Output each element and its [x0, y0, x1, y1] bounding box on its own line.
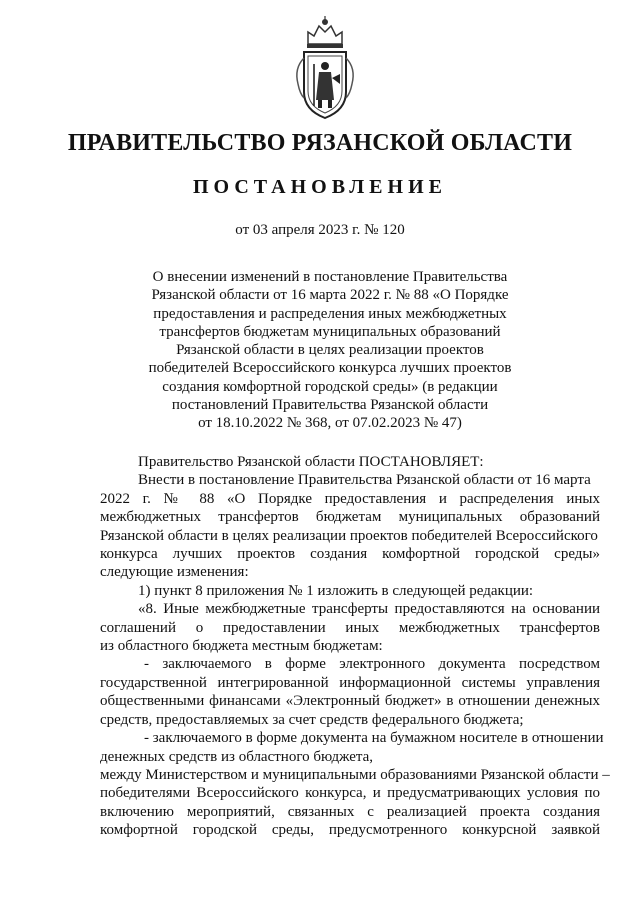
- document-type: ПОСТАНОВЛЕНИЕ: [193, 176, 447, 198]
- subject-line: постановлений Правительства Рязанской области: [171, 397, 489, 414]
- subject-line: трансфертов бюджетам муниципальных образований: [159, 323, 501, 340]
- subject-line: создания комфортной городской среды» (в редакции: [162, 378, 498, 395]
- body-line: Внести в постановление Правительства Рязанской области от 16 марта: [138, 472, 591, 489]
- document-subject: [130, 268, 530, 433]
- body-line: соглашений о предоставлении иных межбюджетных трансфертов: [100, 619, 600, 636]
- body-line: Правительство Рязанской области ПОСТАНОВЛЯЕТ:: [138, 454, 484, 470]
- subject-line: победителей Всероссийского конкурса лучших проектов: [148, 360, 512, 377]
- subject-line: предоставления и распределения иных межбюджетных: [153, 305, 507, 322]
- body-line: 1) пункт 8 приложения № 1 изложить в следующей редакции:: [138, 582, 534, 599]
- subject-line: от 18.10.2022 № 368, от 07.02.2023 № 47): [198, 415, 462, 432]
- government-title: ПРАВИТЕЛЬСТВО РЯЗАНСКОЙ ОБЛАСТИ: [67, 130, 573, 156]
- body-line: включению мероприятий, связанных с реализацией проекта создания: [100, 803, 600, 820]
- body-line: следующие изменения:: [100, 564, 249, 581]
- body-line: государственной интегрированной информационной системы управления: [100, 674, 600, 691]
- body-line: общественными финансами «Электронный бюджет» в отношении денежных: [100, 693, 600, 710]
- body-line: между Министерством и муниципальными образованиями Рязанской области –: [100, 766, 610, 783]
- body-line: победителями Всероссийского конкурса, и предусматривающих условия по: [100, 785, 600, 802]
- body-line: средств, предоставляемых за счет средств федерального бюджета;: [100, 711, 524, 728]
- subject-line: О внесении изменений в постановление Правительства: [152, 269, 508, 285]
- body-line: Рязанской области в целях реализации проектов победителей Всероссийского: [100, 527, 598, 544]
- body-line: конкурса лучших проектов создания комфортной городской среды»: [100, 546, 600, 563]
- body-line: комфортной городской среды, предусмотренного конкурсной заявкой: [100, 822, 600, 839]
- subject-line: Рязанской области от 16 марта 2022 г. № 88 «О Порядке: [151, 287, 509, 304]
- body-line: денежных средств из областного бюджета,: [100, 748, 374, 765]
- body-line: - заключаемого в форме документа на бумажном носителе в отношении: [144, 730, 604, 747]
- body-line: - заключаемого в форме электронного документа посредством: [144, 656, 600, 673]
- body-line: из областного бюджета местным бюджетам:: [100, 638, 383, 655]
- subject-line: Рязанской области в целях реализации проектов: [176, 342, 484, 359]
- body-line: 2022 г. № 88 «О Порядке предоставления и распределения иных: [100, 490, 600, 507]
- body-line: «8. Иные межбюджетные трансферты предоставляются на основании: [138, 601, 600, 618]
- document-body: [100, 453, 610, 840]
- ryazan-coat-of-arms-icon: [290, 14, 360, 122]
- body-line: межбюджетных трансфертов бюджетам муниципальных образований: [100, 509, 600, 526]
- document-date-number: от 03 апреля 2023 г. № 120: [235, 222, 405, 238]
